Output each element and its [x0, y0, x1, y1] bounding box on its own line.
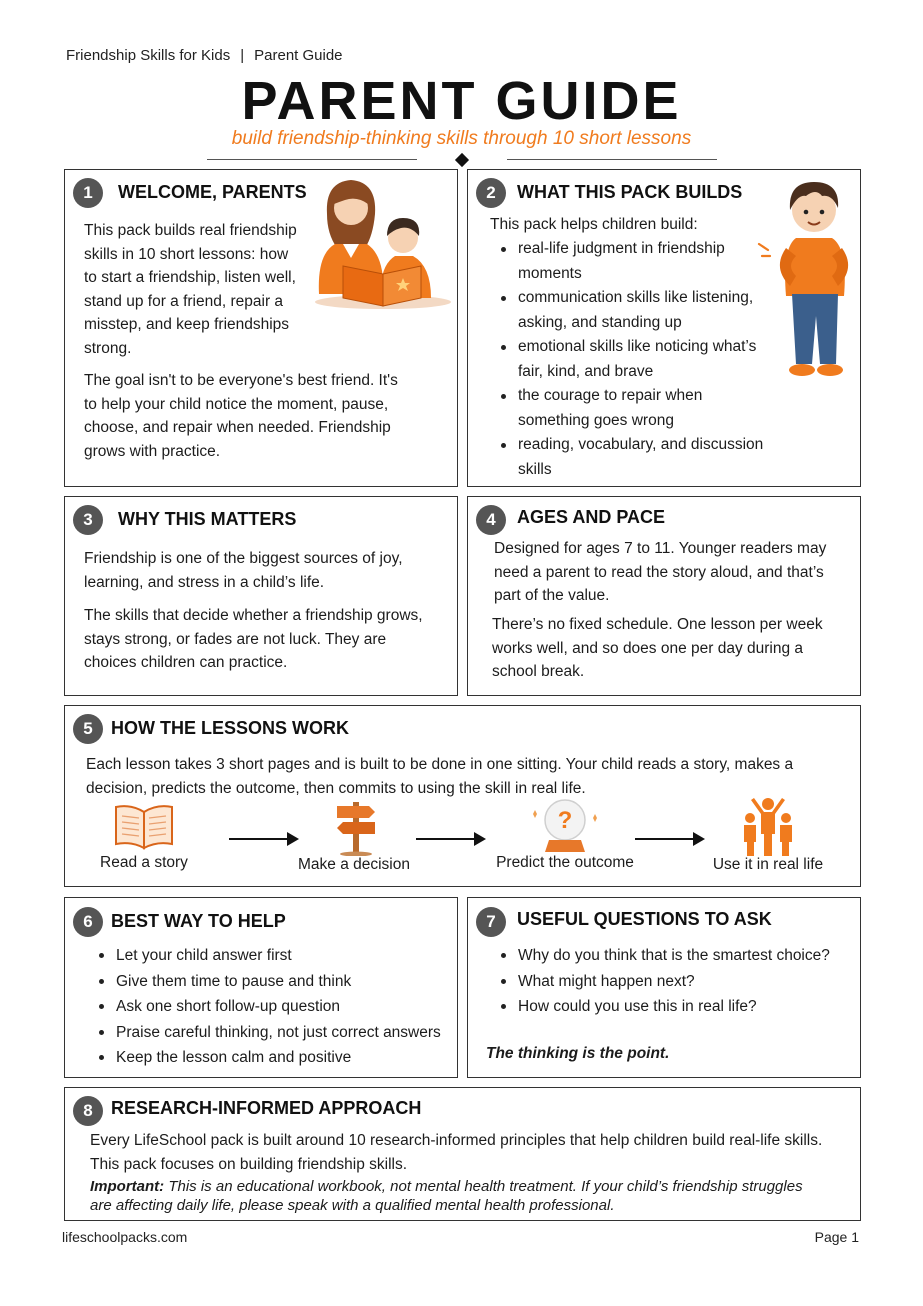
arrow-icon [635, 838, 703, 840]
text-line: Every LifeSchool pack is built around 10 research-informed principles that help children build real-life skills. [90, 1132, 823, 1149]
text-line: Each lesson takes 3 short pages and is built to be done in one sitting. Your child reads a story, makes a [86, 756, 794, 773]
text-line: learning, and stress in a child’s life. [84, 573, 325, 591]
section-heading: AGES AND PACE [517, 507, 666, 527]
text-line: choose, and repair when needed. Friendship [84, 419, 391, 436]
title-rule-left [207, 159, 417, 160]
section-number-badge: 7 [476, 907, 506, 937]
important-text-2: are affecting daily life, please speak with a qualified mental health professional. [90, 1197, 615, 1214]
section-number-badge: 2 [476, 178, 506, 208]
list-item: Praise careful thinking, not just correct answers [90, 1020, 458, 1046]
questions-list [492, 943, 860, 1020]
welcome-paragraph-1 [84, 219, 314, 360]
section-number-badge: 6 [73, 907, 103, 937]
step-label: Use it in real life [712, 856, 824, 873]
list-item: real-life judgment in friendship moments [492, 237, 772, 286]
svg-text:?: ? [557, 807, 573, 834]
list-item: communication skills like listening, asking, and standing up [492, 286, 772, 335]
section-welcome [64, 169, 458, 487]
text-line: skills in 10 short lessons: how [84, 245, 289, 263]
builds-list [492, 237, 772, 482]
text-line: to start a friendship, listen well, [84, 269, 296, 286]
text-line: The goal isn't to be everyone's best friend. It's [84, 372, 398, 389]
welcome-paragraph-2 [84, 369, 454, 463]
list-item: Give them time to pause and think [90, 969, 458, 995]
list-item: reading, vocabulary, and discussion skills [492, 433, 772, 482]
section-number-badge: 8 [73, 1096, 103, 1126]
section-heading: RESEARCH-INFORMED APPROACH [111, 1098, 422, 1118]
section-how-lessons-work [64, 705, 861, 887]
list-item: emotional skills like noticing what’s fair, kind, and brave [492, 335, 772, 384]
matters-paragraph-2 [84, 604, 454, 675]
section-why-matters [64, 496, 458, 696]
brand-name: Friendship Skills for Kids [66, 47, 231, 64]
title-rule-right [507, 159, 717, 160]
page-subtitle: build friendship-thinking skills through 10 short lessons [231, 128, 692, 149]
header-separator: | [240, 47, 245, 64]
step-label: Predict the outcome [496, 854, 634, 871]
text-line: stays strong, or fades are not luck. They are [84, 630, 387, 648]
help-list [90, 943, 458, 1071]
section-best-way-help [64, 897, 458, 1078]
arrow-icon [229, 838, 297, 840]
text-line: school break. [492, 663, 585, 680]
text-line: misstep, and keep friendships [84, 316, 290, 333]
text-line: to help your child notice the moment, pause, [84, 395, 389, 413]
text-line: decision, predicts the outcome, then commits to using the skill in real life. [86, 779, 586, 797]
text-line: grows with practice. [84, 442, 221, 460]
text-line: This pack builds real friendship [84, 222, 297, 239]
research-paragraph [90, 1129, 858, 1176]
text-line: stand up for a friend, repair a [84, 292, 284, 310]
list-item: What might happen next? [492, 969, 860, 995]
signpost-icon [331, 798, 381, 856]
section-heading: WHY THIS MATTERS [118, 509, 297, 529]
section-heading: WHAT THIS PACK BUILDS [517, 182, 743, 202]
text-line: part of the value. [494, 587, 610, 604]
text-line: Designed for ages 7 to 11. Younger readers may [494, 540, 827, 557]
section-number-badge: 3 [73, 505, 103, 535]
section-research [64, 1087, 861, 1221]
confident-boy-illustration [756, 176, 858, 386]
list-item: Ask one short follow-up question [90, 994, 458, 1020]
text-line: This pack focuses on building friendship skills. [90, 1155, 408, 1173]
list-item: Keep the lesson calm and positive [90, 1045, 458, 1071]
section-heading: WELCOME, PARENTS [118, 182, 307, 202]
important-text: This is an educational workbook, not mental health treatment. If your child’s friendship struggles [168, 1178, 803, 1195]
section-number-badge: 5 [73, 714, 103, 744]
step-label: Read a story [100, 854, 188, 871]
section-heading: BEST WAY TO HELP [111, 911, 286, 931]
section-ages-pace [467, 496, 861, 696]
list-item: the courage to repair when something goes wrong [492, 384, 772, 433]
open-book-icon [113, 802, 175, 850]
arrow-icon [416, 838, 484, 840]
text-line: need a parent to read the story aloud, and that’s [494, 563, 824, 581]
text-line: works well, and so does one per day during a [492, 639, 804, 657]
parent-reading-illustration [305, 174, 455, 312]
list-item: How could you use this in real life? [492, 994, 860, 1020]
header-brand-line [66, 47, 343, 64]
section-what-builds [467, 169, 861, 487]
section-number-badge: 1 [73, 178, 103, 208]
page-title: PARENT GUIDE [241, 71, 682, 131]
list-item: Let your child answer first [90, 943, 458, 969]
group-cheer-icon [739, 794, 797, 858]
section-heading: HOW THE LESSONS WORK [111, 718, 349, 738]
ages-paragraph-1 [494, 537, 856, 608]
crystal-ball-icon [529, 796, 601, 856]
text-line: The skills that decide whether a friendship grows, [84, 607, 423, 624]
questions-closing: The thinking is the point. [486, 1045, 670, 1062]
footer-page-number: Page 1 [814, 1229, 859, 1245]
text-line: choices children can practice. [84, 654, 288, 671]
matters-paragraph-1 [84, 547, 454, 594]
footer-site: lifeschoolpacks.com [62, 1229, 188, 1245]
section-useful-questions [467, 897, 861, 1078]
doc-type: Parent Guide [254, 47, 343, 64]
ages-paragraph-2 [492, 613, 854, 684]
section-heading: USEFUL QUESTIONS TO ASK [517, 909, 772, 929]
text-line: There’s no fixed schedule. One lesson per week [492, 616, 823, 633]
title-diamond [455, 153, 469, 167]
builds-intro: This pack helps children build: [490, 216, 698, 233]
list-item: Why do you think that is the smartest choice? [492, 943, 860, 969]
lessons-paragraph [86, 753, 856, 800]
section-number-badge: 4 [476, 505, 506, 535]
important-label: Important: [90, 1178, 165, 1195]
text-line: strong. [84, 339, 132, 357]
research-important-note [90, 1177, 858, 1215]
text-line: Friendship is one of the biggest sources of joy, [84, 550, 403, 567]
step-label: Make a decision [297, 856, 410, 873]
